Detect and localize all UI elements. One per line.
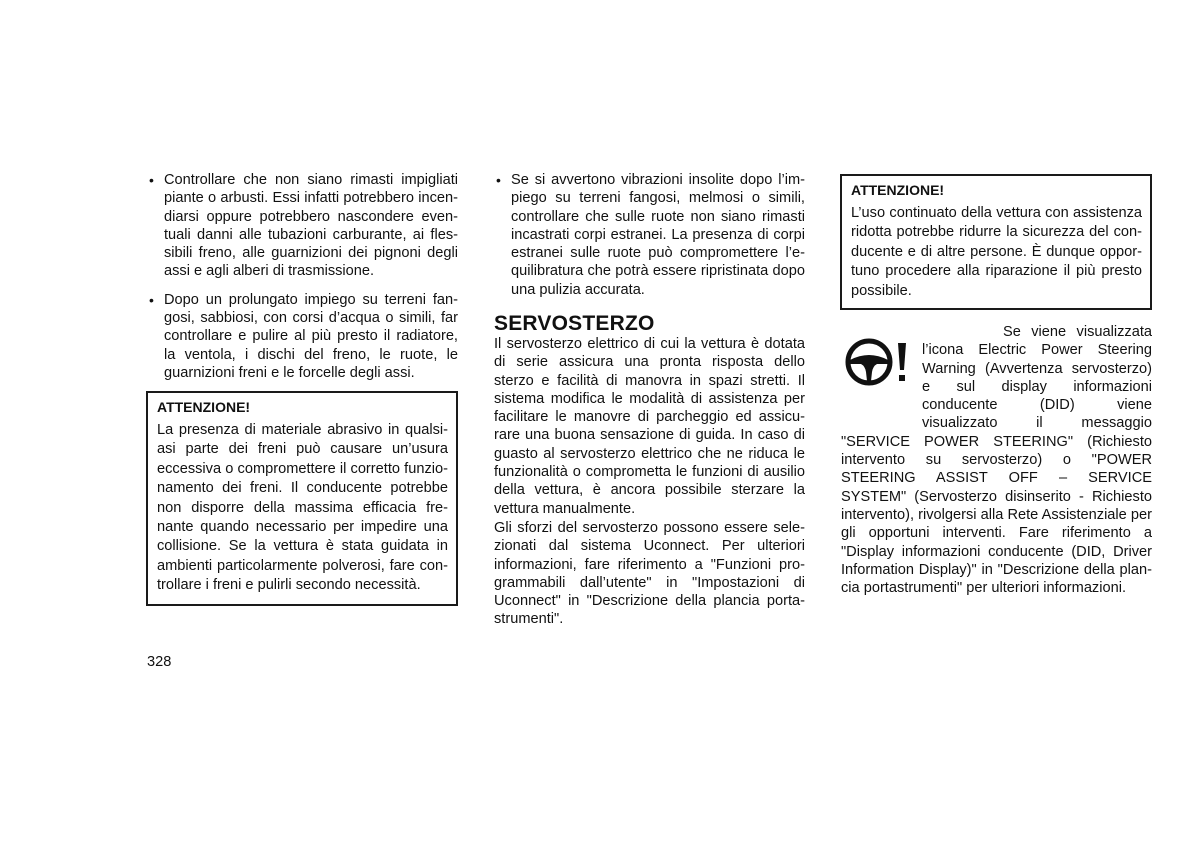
bullet-item: • Controllare che non siano rimasti impigliati piante o arbusti. Essi infatti potrebbero incendiarsi oppure potrebbero nascondere eventuali danni alle tubazioni carburante, ai flessibili freno, alle guarnizioni dei pignoni degli assi e agli alberi di trasmissione. <box>147 171 458 281</box>
warning-title: ATTENZIONE! <box>157 399 251 415</box>
warning-text: L’uso continuato della vettura con assistenza ridotta potrebbe ridurre la sicurezza del conducente e di altre persone. È dunque opportuno procedere alla riparazione il più presto possibile. <box>851 205 1142 299</box>
warning-title: ATTENZIONE! <box>851 182 945 198</box>
column-right <box>841 323 1152 597</box>
bullet-item: • Se si avvertono vibrazioni insolite dopo l’impiego su terreni fangosi, melmosi o simili, controllare che sulle ruote non siano rimasti incastrati corpi estranei. La presenza di corpi estranei sulle ruote può compromettere l’equilibratura che potrà essere ripristinata dopo una pulizia accurata. <box>494 171 805 299</box>
bullet-list <box>494 171 805 299</box>
warning-box <box>840 174 1152 310</box>
body-paragraph: Gli sforzi del servosterzo possono essere selezionati dal sistema Uconnect. Per ulteriori informazioni, fare riferimento a "Funzioni programmabili dall’utente" in "Impostazioni di Uconnect" in "Descrizione della plancia portastrumenti". <box>494 520 805 628</box>
bullet-item: • Dopo un prolungato impiego su terreni fangosi, sabbiosi, con corsi d’acqua o simili, far controllare e pulire al più presto il radiatore, la ventola, i dischi del freno, le ruote, le guarnizioni freni e le forcelle degli assi. <box>147 291 458 382</box>
bullet-list <box>147 171 458 382</box>
body-paragraph: Se viene visualizzata l’icona Electric Power Steering Warning (Avvertenza servosterzo) e sul display informazioni conducente (DID) viene visualizzato il messaggio "SERVICE POWER STEERING" (Richiesto intervento su servosterzo) o "POWER STEERING ASSIST OFF – SERVICE SYSTEM" (Servosterzo disinserito - Richiesto intervento), rivolgersi alla Rete Assistenziale per gli opportuni interventi. Fare riferimento a "Display informazioni conducente (DID, Driver Information Display)" in "Descrizione della plancia portastrumenti" per ulteriori informazioni. <box>841 324 1152 597</box>
page-number: 328 <box>147 654 172 670</box>
section-heading: SERVOSTERZO <box>494 312 655 335</box>
warning-text: La presenza di materiale abrasivo in qualsiasi parte dei freni può causare un’usura eccessiva o compromettere il corretto funzionamento dei freni. Il conducente potrebbe non disporre della massima efficacia frenante quando necessario per impedire una collisione. Se la vettura è stata guidata in ambienti particolarmente polverosi, fare controllare i freni e pulirli secondo necessità. <box>157 422 448 594</box>
body-paragraph: Il servosterzo elettrico di cui la vettura è dotata di serie assicura una pronta risposta dello sterzo e facilità di manovra in spazi stretti. Il sistema modifica le modalità di assistenza per facilitare le manovre di parcheggio ed assicurare una buona sensazione di guida. In caso di guasto al servosterzo elettrico che ne riduca le funzionalità o comprometta le funzioni di ausilio della vettura, è ancora possibile sterzare la vettura manualmente. <box>494 336 805 517</box>
warning-box <box>146 391 458 606</box>
